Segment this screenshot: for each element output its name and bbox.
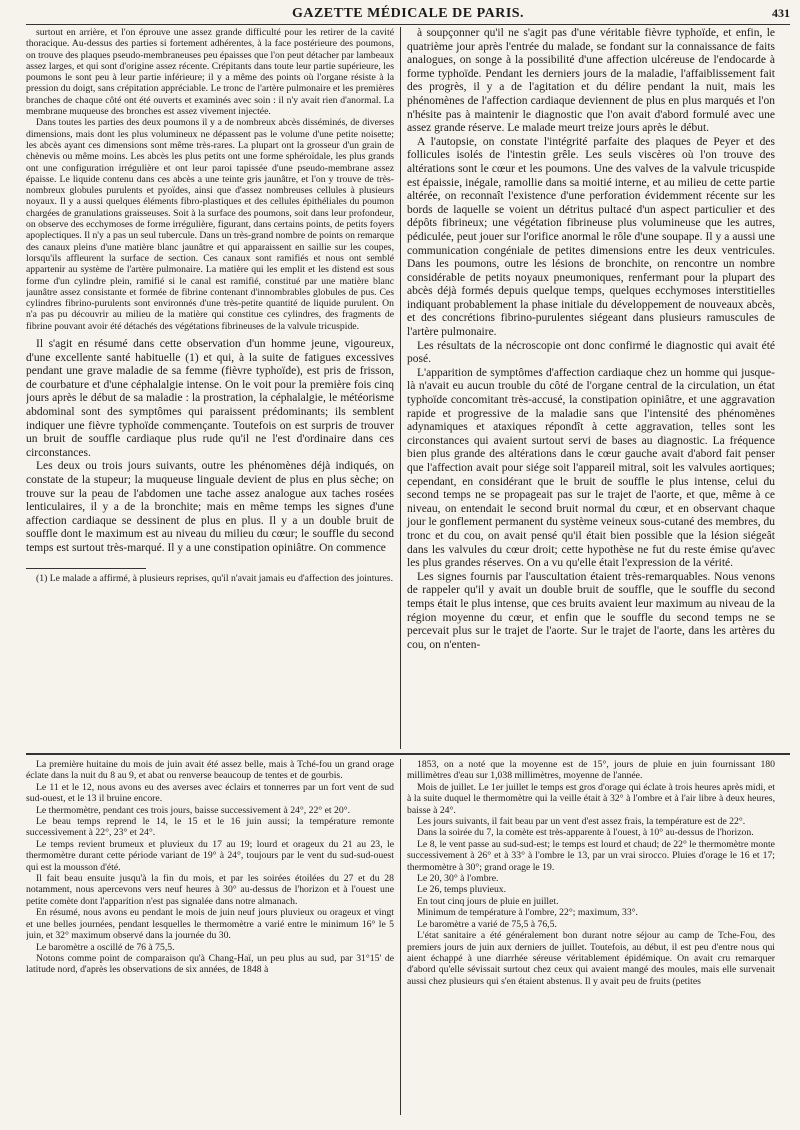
paragraph: Le 26, temps pluvieux.	[417, 884, 507, 896]
paragraph: Il fait beau ensuite jusqu'à la fin du mois, et par les soirées étoilées du 27 et du 28 notamment, nous apercevons vers neuf heures à 30° au-dessus de l'horizon et à l'ouest une petite comète dont l'apparition n'est pas signalée dans notre almanach.	[26, 873, 394, 907]
paragraph: En tout cinq jours de pluie en juillet.	[417, 895, 559, 907]
upper-section	[26, 27, 790, 749]
paragraph: Le temps revient brumeux et pluvieux du 17 au 19; lourd et orageux du 21 au 23, le thermomètre durant cette période variant de 19° à 24°, toujours par le vent du sud-sud-ouest qui est la mousson d'été.	[26, 838, 394, 873]
footnote-divider	[26, 568, 146, 569]
paragraph: A l'autopsie, on constate l'intégrité parfaite des plaques de Peyer et des follicules isolés de l'intestin grêle. Les seuls viscères où l'on trouve des altérations sont le cœur et les poumons. Une des valves de la valvule tricuspide est épaissie, inégale, ramollie dans sa moitié interne, et au milieu de cette partie altérée, on reconnaît l'existence d'une perforation évidemment récente sur les bords de laquelle se voient un détritus pultacé d'un aspect particulier et des dépôts fibrineux; une végétation fibrineuse plus volumineuse que les autres, pédiculée, peut jouer sur l'orifice anormal le rôle d'une soupape. Il y a aussi une communication congéniale de petites dimensions entre les deux ventricules. Dans les poumons, outre les lésions de bronchite, on rencontre un nombre considérable de petits noyaux pneumoniques, renfermant pour la plupart des abcès déjà formés depuis quelque temps, quelques ecchymoses interstitielles indiquant probablement la phase initiale du développement de nouveaux abcès, et des concrétions fibrino-purulentes siégeant dans plusieurs ramuscules de l'artère pulmonaire.	[407, 135, 775, 339]
paragraph: L'état sanitaire a été généralement bon durant notre séjour au camp de Tche-Fou, des premiers jours de juin aux derniers de juillet. Toutefois, au début, il est peu d'entre nous qui aient échappé à une diarrhée séreuse véritablement épidémique. On avait cru remarquer d'abord qu'elle sévissait surtout chez ceux qui avaient mangé des moules, mais elle survenait aussi chez plusieurs qui s'en étaient abstenus. Il y avait peu de fruits (petites	[407, 930, 775, 987]
autopsy-notes	[26, 27, 394, 332]
paragraph: à soupçonner qu'il ne s'agit pas d'une véritable fièvre typhoïde, et enfin, le quatrième jour après l'entrée du malade, se fondant sur la connaissance de faits analogues, on songe à la possibilité d'une affection ulcéreuse de l'endocarde à forme typhoïde. Pendant les derniers jours de la maladie, l'affaiblissement fait des progrès, il y a de l'agitation et du délire pendant la nuit, mais les phénomènes de l'affection cardiaque deviennent de plus en plus marqués et l'on n'hésite pas à maintenir le diagnostic que l'on avait d'abord formulé avec une assez grande réserve. Le malade meurt treize jours après le début.	[407, 27, 775, 135]
paragraph: Notons comme point de comparaison qu'à Chang-Haï, un peu plus au sud, par 31°15' de latitude nord, d'après les observations de six années, de 1848 à	[26, 952, 394, 976]
page-header	[26, 6, 790, 25]
paragraph: Les signes fournis par l'auscultation étaient très-remarquables. Nous venons de rappeler qu'il y avait un double bruit de souffle, que le souffle du second temps était le plus intense, que ces bruits avaient leur maximum au niveau de la région moyenne du cœur, et enfin que le souffle du second temps ne se percevait plus sur le trajet de l'aorte. Sur le trajet de l'aorte, dans les artères du cou, on n'enten-	[407, 570, 775, 651]
paragraph: Dans toutes les parties des deux poumons il y a de nombreux abcès disséminés, de diverses dimensions, mais dont les plus volumineux ne dépassent pas le volume d'une petite noisette; les abcès ayant ces dimensions sont même très-rares. La plupart ont la grosseur d'un grain de chènevis ou même moins. Les abcès les plus petits ont une forme sphéroïdale, les plus grands ont une configuration irrégulière et ont leur paroi tapissée d'une pseudo-membrane assez épaisse. Le liquide contenu dans ces abcès a une teinte gris jaunâtre, et l'on y trouve de très-nombreux globules purulents et pyoïdes, ainsi que d'assez nombreuses cellules à plusieurs noyaux. Il y a aussi quelques éléments fibro-plastiques et des cellules épithéliales du poumon chargées de granulations graisseuses. Soit à la surface des poumons, soit dans leur profondeur, on observe des ecchymoses de forme irrégulière, figurant, dans certains points, de petits foyers apoplectiques. Il n'y a pas un seul tubercule. Dans un très-grand nombre de points on remarque des canaux pleins d'une matière blanc jaunâtre et qui apparaissent en saillie sur les coupes, lorsqu'ils affleurent la surface de section. Ces canaux sont ramifiés et nous ont semblé appartenir au système de l'artère pulmonaire. La matière qui les emplit et les distend est sous forme d'un cylindre plein, ramifié si le canal est ramifié, constitué par une matière blanc jaunâtre assez consistante et formée de fibrine contenant d'innombrables globules de pus. Ces cylindres fibrino-purulents sont environnés d'une très-petite quantité de liquide purulent. On n'a pas pu découvrir au milieu de la matière qui constitue ces cylindres, des fragments de fibrine pouvant avoir été détachés des végétations fibrineuses de la valvule tricuspide.	[26, 117, 394, 332]
paragraph: Le 11 et le 12, nous avons eu des averses avec éclairs et tonnerres par un fort vent de sud sud-ouest, et le 13 il bruine encore.	[26, 781, 394, 805]
paragraph: Les deux ou trois jours suivants, outre les phénomènes déjà indiqués, on constate de la stupeur; la muqueuse linguale devient de plus en plus sèche; on trouve sur la peau de l'abdomen une tache assez analogue aux taches rosées lenticulaires, il y a de la bronchite; mais en même temps les signes d'une affection cardiaque se dessinent de plus en plus. Il y a un double bruit de souffle dont le maximum est au niveau du milieu du cœur; le souffle du second temps est surtout très-marqué. Il y a une constipation opiniâtre. On commence	[26, 460, 394, 554]
paragraph: Le beau temps reprend le 14, le 15 et le 16 juin aussi; la température remonte successivement à 22°, 23° et 24°.	[26, 816, 394, 839]
paragraph: La première huitaine du mois de juin avait été assez belle, mais à Tché-fou un grand orage éclate dans la nuit du 8 au 9, et abat ou renverse beaucoup de tentes et de gourbis.	[26, 759, 394, 782]
paragraph: surtout en arrière, et l'on éprouve une assez grande difficulté pour les retirer de la cavité thoracique. Au-dessus des parties si fortement adhérentes, à la face postérieure des poumons, on trouve des plaques pseudo-membraneuses peu épaisses que l'on peut détacher par lambeaux assez larges, et qui sont d'origine assez récente. Crépitants dans toute leur partie supérieure, les poumons le sont peu à leur partie inférieure; il y a même des points où l'organe résiste à la pression du doigt, sans crépitation appréciable. Le tronc de l'artère pulmonaire et les premières branches de chaque côté ont été ouverts et examinés avec soin : il n'y avait rien d'anormal. La membrane muqueuse des bronches est assez vivement injectée.	[26, 27, 394, 118]
page-number: 431	[772, 6, 790, 20]
lower-section	[26, 759, 790, 1115]
paragraph: Minimum de température à l'ombre, 22°; maximum, 33°.	[417, 907, 638, 919]
paragraph: Il s'agit en résumé dans cette observation d'un homme jeune, vigoureux, d'une excellente santé habituelle (1) et qui, à la suite de fatigues excessives pendant une grave maladie de sa femme (fièvre typhoïde), est pris de frisson, de courbature et d'une céphalalgie intense. On le voit pour la première fois cinq jours après le début de sa maladie : la prostration, la céphalalgie, le météorisme abdominal sont des symptômes qui paraissent prédominants; ils semblent indiquer une fièvre typhoïde commençante. Toutefois on est surpris de trouver un bruit de souffle cardiaque plus rude qu'il ne l'est d'ordinaire dans ces circonstances.	[26, 338, 394, 459]
paragraph: 1853, on a noté que la moyenne est de 15°, jours de pluie en juin fournissant 180 millimètres d'eau sur 1,038 millimètres, moyenne de l'année.	[407, 759, 775, 782]
paragraph: Le baromètre a varié de 75,5 à 76,5.	[417, 918, 557, 930]
paragraph: Le baromètre a oscillé de 76 à 75,5.	[36, 941, 175, 953]
journal-title: GAZETTE MÉDICALE DE PARIS.	[291, 6, 525, 21]
paragraph: Mois de juillet. Le 1er juillet le temps est gros d'orage qui éclate à trois heures après midi, et à la suite duquel le thermomètre qui la veille était à 32° à l'ombre et à l'air libre à deux heures, baisse à 24°.	[407, 781, 775, 816]
paragraph: Le 8, le vent passe au sud-sud-est; le temps est lourd et chaud; de 22° le thermomètre monte successivement à 26° et à 33° à l'ombre le 13, par un vrai sirocco. Pluies d'orage le 16 et 17; thermomètre à 30°; grand orage le 19.	[407, 838, 775, 873]
footnote	[26, 573, 394, 585]
paragraph: En résumé, nous avons eu pendant le mois de juin neuf jours pluvieux ou orageux et vingt et une belles journées, pendant lesquelles le thermomètre a varié entre le minimum 16° le 5 juin, et 32° maximum observé dans la journée du 30.	[26, 907, 394, 942]
footnote-text: (1) Le malade a affirmé, à plusieurs reprises, qu'il n'avait jamais eu d'affection des jointures.	[36, 572, 394, 584]
paragraph: L'apparition de symptômes d'affection cardiaque chez un homme qui jusque-là n'avait eu aucun trouble du côté de l'organe central de la circulation, un état typhoïde concomitant très-accusé, la constipation opiniâtre, et une aggravation rapide et progressive de la maladie sans que l'intensité des phénomènes adynamiques et ataxiques répondît à cette aggravation, telles sont les circonstances qui avaient surtout servi de bases au diagnostic. La fréquence bien plus grande des altérations dans le cœur gauche avait d'abord fait penser que l'affection avait pour siége soit l'appareil mitral, soit les valvules aortiques; cependant, en considérant que le bruit de souffle le plus intense, celui du second temps ne se propageait pas sur le trajet de l'aorte, et que, même à ce niveau, on entendait le second bruit normal du cœur, et en observant chaque jour le gonflement permanent du système veineux sous-cutané des membres, du tronc et du cou, on avait pensé qu'il était bien possible que la lésion siégeât dans les valvules du cœur droit; cette hypothèse ne fut du reste émise qu'avec les plus grandes réserves. On a vu qu'elle était l'expression de la vérité.	[407, 366, 775, 570]
section-divider	[26, 753, 790, 755]
upper-left-column	[26, 27, 400, 749]
paragraph: Le 20, 30° à l'ombre.	[417, 873, 499, 885]
summary-text	[26, 338, 394, 556]
paragraph: Les jours suivants, il fait beau par un vent d'est assez frais, la température est de 22°.	[417, 816, 746, 828]
paragraph: Le thermomètre, pendant ces trois jours, baisse successivement à 24°, 22° et 20°.	[36, 804, 351, 816]
lower-left-column	[26, 759, 400, 1115]
paragraph: Dans la soirée du 7, la comète est très-apparente à l'ouest, à 10° au-dessus de l'horizon.	[417, 827, 754, 839]
paragraph: Les résultats de la nécroscopie ont donc confirmé le diagnostic qui avait été posé.	[407, 339, 775, 366]
lower-right-column	[401, 759, 775, 1115]
upper-right-column	[401, 27, 775, 749]
